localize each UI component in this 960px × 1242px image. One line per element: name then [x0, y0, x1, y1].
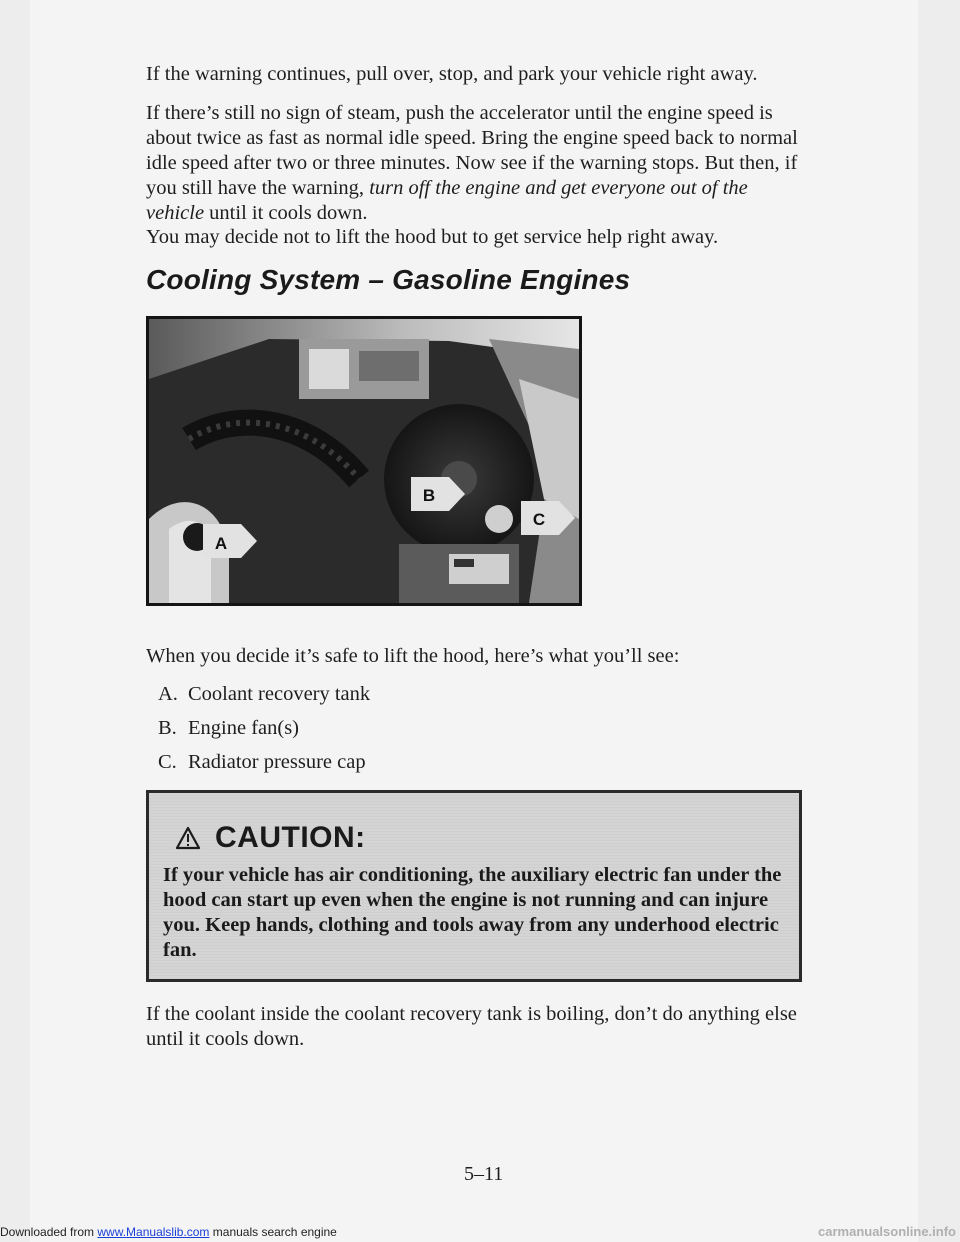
- list-item: A. Coolant recovery tank: [158, 683, 371, 705]
- list-item: C. Radiator pressure cap: [158, 751, 366, 773]
- section-heading: Cooling System – Gasoline Engines: [146, 264, 631, 295]
- paragraph-coolant-boiling: If the coolant inside the coolant recovery tank is boiling, don’t do anything else until it cools down.: [146, 1003, 797, 1050]
- engine-compartment-photo: [146, 316, 582, 606]
- download-footer: Downloaded from www.Manualslib.com manuals search engine: [0, 1225, 337, 1239]
- paragraph-lift-hood: When you decide it’s safe to lift the hood, here’s what you’ll see:: [146, 645, 680, 667]
- component-list: [158, 677, 370, 779]
- watermark: carmanualsonline.info: [818, 1224, 956, 1239]
- caution-box: [146, 790, 802, 982]
- paragraph-no-steam: If there’s still no sign of steam, push the accelerator until the engine speed is about twice as fast as normal idle speed. Bring the engine speed back to normal idle speed after two or three minutes. Now see if the warning stops. But then, if you still have the warning, turn off the engine and get everyone out of the vehicle until it cools down.: [146, 102, 798, 224]
- photo-label-c: C: [532, 510, 546, 529]
- emphasis-turn-off-engine: turn off the engine and get everyone out of the vehicle: [146, 177, 748, 224]
- paragraph-service-help: You may decide not to lift the hood but to get service help right away.: [146, 226, 719, 248]
- manualslib-link[interactable]: www.Manualslib.com: [97, 1225, 210, 1239]
- photo-label-b: B: [422, 486, 436, 505]
- warning-triangle-icon: [175, 826, 201, 850]
- photo-label-a: A: [214, 534, 228, 553]
- caution-text: If your vehicle has air conditioning, the auxiliary electric fan under the hood can start up even when the engine is not running and can injure you. Keep hands, clothing and tools away from any underhood electric fan.: [163, 864, 782, 961]
- engine-photo-illustration: [149, 319, 579, 603]
- list-item: B. Engine fan(s): [158, 717, 299, 739]
- paragraph-warning-continues: If the warning continues, pull over, stop, and park your vehicle right away.: [146, 63, 758, 85]
- caution-title: CAUTION:: [175, 821, 366, 855]
- page-number: 5–11: [464, 1163, 504, 1185]
